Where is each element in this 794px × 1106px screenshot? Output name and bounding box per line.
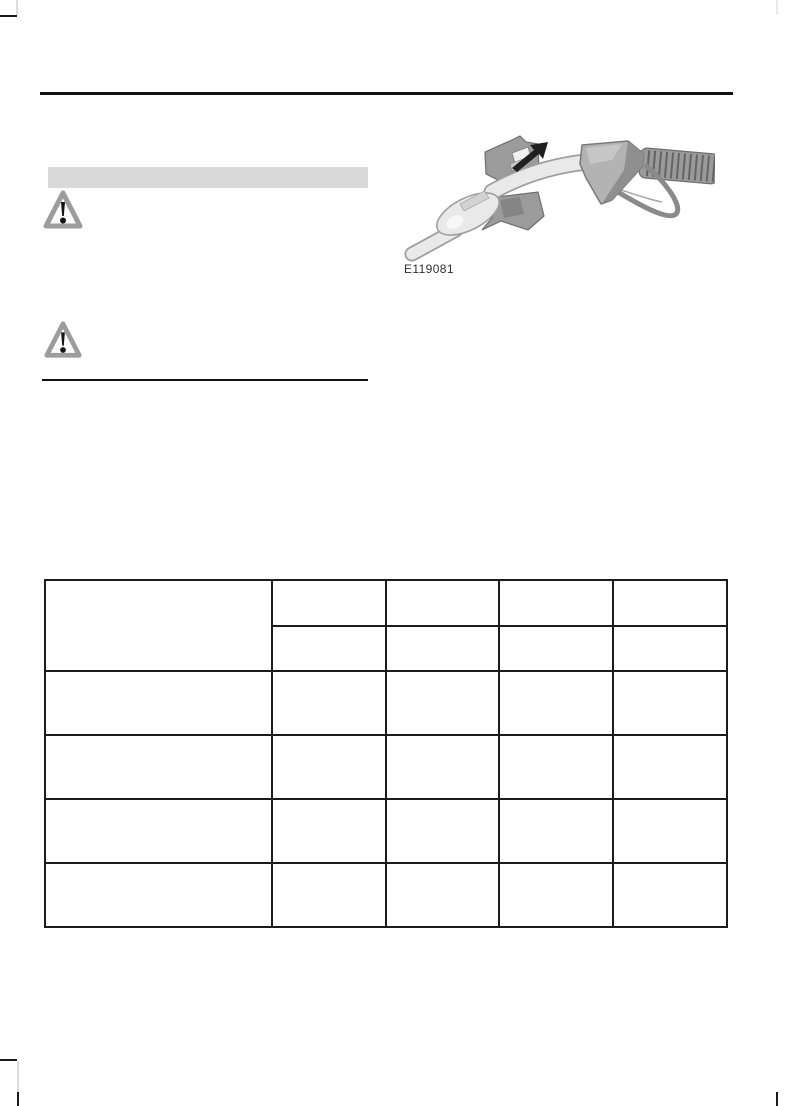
table-cell xyxy=(386,799,499,863)
table-cell xyxy=(499,863,613,927)
crop-mark-bottom-left-gray-vertical xyxy=(17,1061,19,1093)
crop-mark-bottom-left-vertical xyxy=(17,1092,19,1106)
table-cell xyxy=(613,735,727,799)
specifications-table xyxy=(44,579,728,928)
table-cell xyxy=(45,671,272,735)
table-cell xyxy=(613,863,727,927)
table-row xyxy=(45,799,727,863)
table-cell xyxy=(386,735,499,799)
table-row xyxy=(45,863,727,927)
table-row xyxy=(45,735,727,799)
table-cell xyxy=(272,671,386,735)
page-header-rule xyxy=(40,92,733,95)
table-header-cell xyxy=(45,580,272,671)
table-cell xyxy=(272,863,386,927)
table-row xyxy=(45,671,727,735)
crop-mark-top-left-horizontal xyxy=(0,15,17,17)
crop-mark-top-right-vertical xyxy=(776,0,778,15)
table-header-cell xyxy=(272,626,386,671)
table-header-cell xyxy=(613,626,727,671)
section-heading-bar xyxy=(48,167,368,188)
table-cell xyxy=(272,735,386,799)
fuel-nozzle-illustration xyxy=(400,126,715,266)
table-cell xyxy=(613,671,727,735)
table-cell xyxy=(45,735,272,799)
table-header-cell xyxy=(272,580,386,626)
warning-triangle-icon xyxy=(43,189,83,236)
table-header-cell xyxy=(499,626,613,671)
table-cell xyxy=(45,799,272,863)
figure-label: E119081 xyxy=(404,262,454,276)
table-cell xyxy=(386,863,499,927)
table-header-cell xyxy=(613,580,727,626)
warning-triangle-icon xyxy=(43,320,83,365)
table-header-cell xyxy=(386,626,499,671)
table-header-cell xyxy=(499,580,613,626)
crop-mark-top-left-vertical xyxy=(16,0,18,15)
crop-mark-bottom-right-vertical xyxy=(776,1092,778,1106)
table-cell xyxy=(613,799,727,863)
table-header-row-top xyxy=(45,580,727,626)
hose xyxy=(639,148,715,185)
table-cell xyxy=(499,799,613,863)
table-cell xyxy=(45,863,272,927)
table-cell xyxy=(499,671,613,735)
table-cell xyxy=(499,735,613,799)
table-cell xyxy=(386,671,499,735)
table-header-cell xyxy=(386,580,499,626)
table-cell xyxy=(272,799,386,863)
crop-mark-bottom-left-horizontal xyxy=(0,1059,17,1061)
section-divider-rule xyxy=(42,379,368,381)
